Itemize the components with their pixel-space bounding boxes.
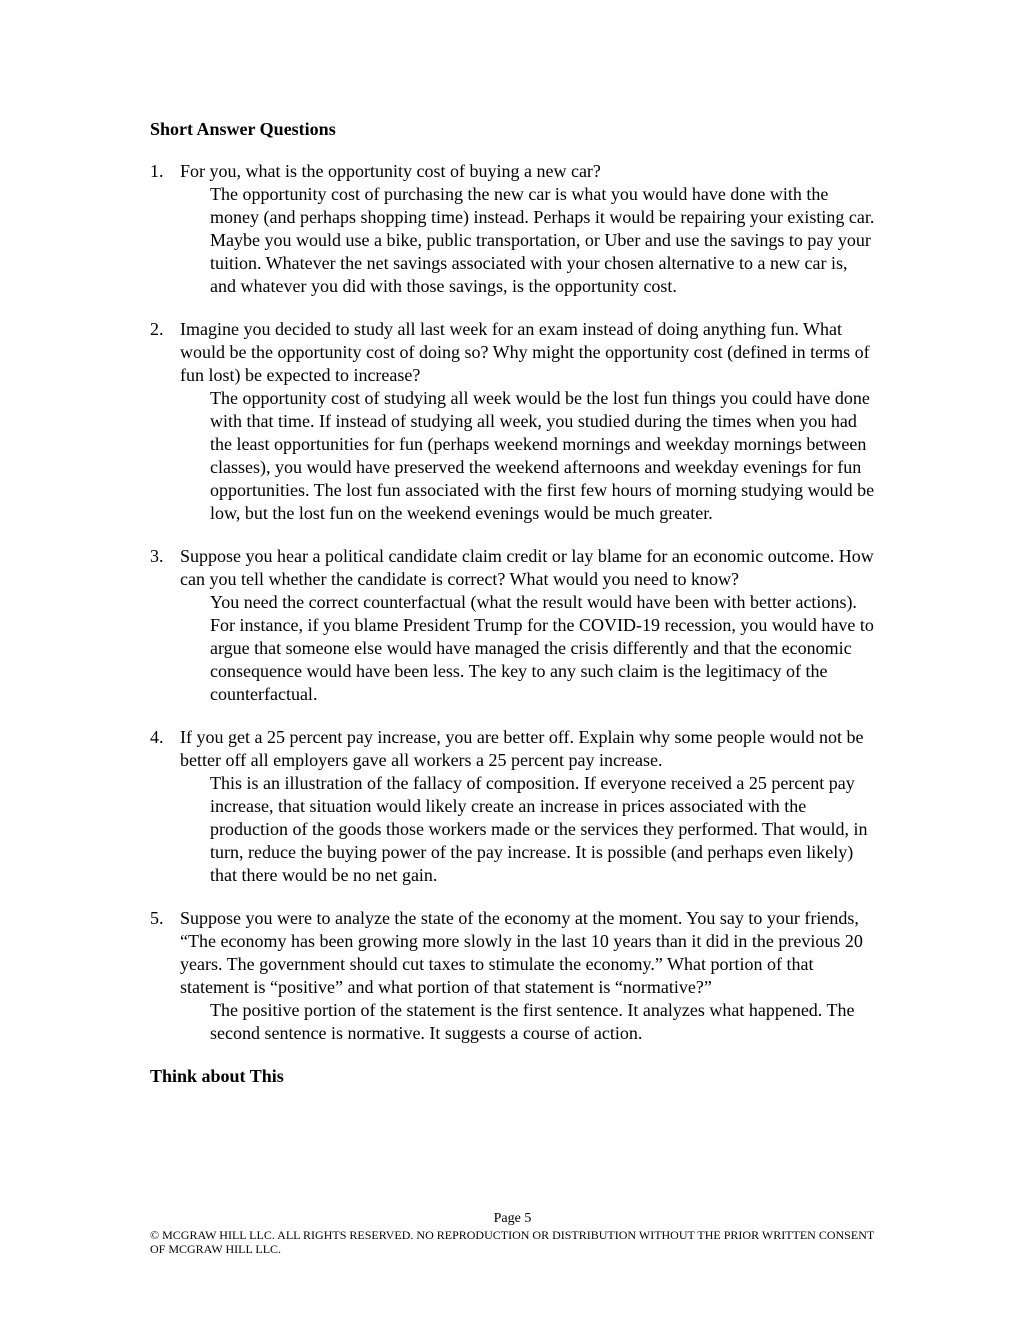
question-text: Suppose you hear a political candidate claim credit or lay blame for an economic outcome. How can you tell whether the candidate is correct? What would you need to know?	[180, 546, 874, 589]
document-page	[150, 118, 875, 1088]
question-text: For you, what is the opportunity cost of buying a new car?	[180, 161, 601, 181]
section-heading: Short Answer Questions	[150, 119, 336, 139]
question-number: 2.	[150, 319, 164, 339]
question-item	[150, 545, 875, 706]
question-number: 3.	[150, 546, 164, 566]
answer-text: You need the correct counterfactual (what the result would have been with better actions). For instance, if you blame President Trump for the COVID-19 recession, you would have to argue that someone else would have managed the crisis differently and that the economic consequence would have been less. The key to any such claim is the legitimacy of the counterfactual.	[210, 592, 874, 704]
question-number: 4.	[150, 727, 164, 747]
page-number: Page 5	[493, 1211, 532, 1226]
answer-text: The opportunity cost of studying all week would be the lost fun things you could have done with that time. If instead of studying all week, you studied during the times when you had the least opportunities for fun (perhaps weekend mornings and weekday mornings between classes), you would have preserved the weekend afternoons and weekday evenings for fun opportunities. The lost fun associated with the first few hours of morning studying would be low, but the lost fun on the weekend evenings would be much greater.	[210, 388, 875, 523]
question-list	[150, 160, 875, 1045]
question-item	[150, 907, 875, 1045]
question-text: Imagine you decided to study all last week for an exam instead of doing anything fun. What would be the opportunity cost of doing so? Why might the opportunity cost (defined in terms of fun lost) be expected to increase?	[180, 319, 870, 385]
question-text: Suppose you were to analyze the state of the economy at the moment. You say to your friends, “The economy has been growing more slowly in the last 10 years than it did in the previous 20 years. The government should cut taxes to stimulate the economy.” What portion of that statement is “positive” and what portion of that statement is “normative?”	[180, 908, 863, 997]
answer-text: The opportunity cost of purchasing the new car is what you would have done with the money (and perhaps shopping time) instead. Perhaps it would be repairing your existing car. Maybe you would use a bike, public transportation, or Uber and use the savings to pay your tuition. Whatever the net savings associated with your chosen alternative to a new car is, and whatever you did with those savings, is the opportunity cost.	[210, 184, 875, 296]
copyright-notice: © MCGRAW HILL LLC. ALL RIGHTS RESERVED. NO REPRODUCTION OR DISTRIBUTION WITHOUT THE PRIOR WRITTEN CONSENT OF MCGRAW HILL LLC.	[150, 1228, 874, 1256]
question-number: 1.	[150, 161, 164, 181]
question-number: 5.	[150, 908, 164, 928]
page-footer	[150, 1211, 875, 1256]
question-text: If you get a 25 percent pay increase, you are better off. Explain why some people would not be better off all employers gave all workers a 25 percent pay increase.	[180, 727, 864, 770]
answer-text: This is an illustration of the fallacy of composition. If everyone received a 25 percent pay increase, that situation would likely create an increase in prices associated with the production of the goods those workers made or the services they performed. That would, in turn, reduce the buying power of the pay increase. It is possible (and perhaps even likely) that there would be no net gain.	[210, 773, 868, 885]
question-item	[150, 726, 875, 887]
answer-text: The positive portion of the statement is the first sentence. It analyzes what happened. The second sentence is normative. It suggests a course of action.	[210, 1000, 855, 1043]
question-item	[150, 318, 875, 525]
next-section-heading: Think about This	[150, 1066, 284, 1086]
question-item	[150, 160, 875, 298]
